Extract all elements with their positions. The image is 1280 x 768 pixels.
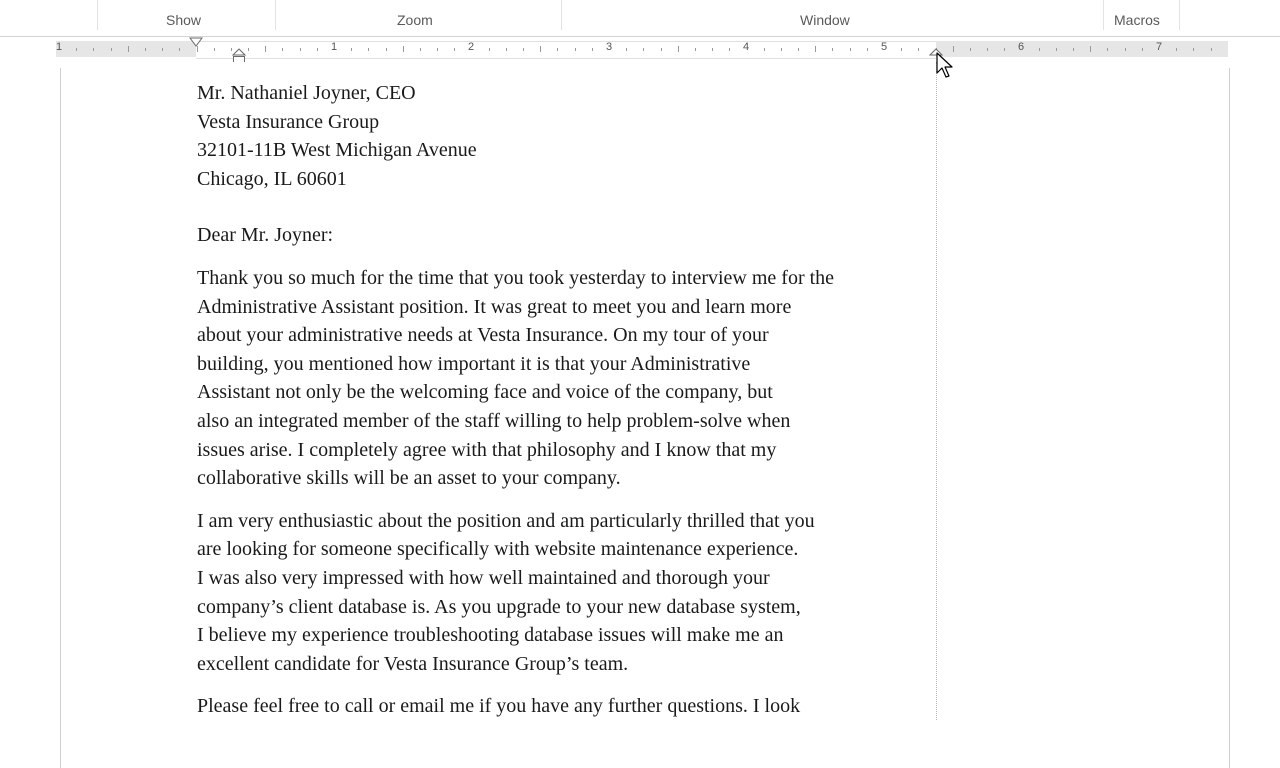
ruler-tick <box>764 48 765 51</box>
ruler-tick <box>815 46 816 52</box>
recipient-street: 32101-11B West Michigan Avenue <box>197 139 477 162</box>
ruler-number: 5 <box>880 41 888 53</box>
ribbon-group-show[interactable]: Show <box>166 12 202 28</box>
paragraph-line: collaborative skills will be an asset to your company. <box>197 467 621 490</box>
ruler-tick <box>1039 48 1040 51</box>
ruler-tick <box>93 48 94 51</box>
ruler-tick <box>1090 46 1091 52</box>
ruler-tick <box>1056 48 1057 51</box>
first-line-indent-marker-icon[interactable] <box>189 37 203 48</box>
ruler-tick <box>540 46 541 52</box>
ruler-tick <box>437 48 438 51</box>
ruler-tick <box>179 48 180 51</box>
ruler-right-margin <box>936 41 1228 57</box>
ribbon-separator <box>1103 0 1104 30</box>
ruler-tick <box>1073 48 1074 51</box>
ruler-tick <box>1211 48 1212 51</box>
ruler-tick <box>678 46 679 52</box>
paragraph-line: I am very enthusiastic about the position and am particularly thrilled that you <box>197 509 815 532</box>
ruler-number: 4 <box>742 41 750 53</box>
ruler-tick <box>867 48 868 51</box>
ruler-tick <box>317 48 318 51</box>
ruler-tick <box>1193 48 1194 51</box>
ruler-tick <box>557 48 558 51</box>
mouse-pointer-icon <box>936 52 956 80</box>
paragraph <box>197 692 940 721</box>
ruler-tick <box>76 48 77 51</box>
recipient-company: Vesta Insurance Group <box>197 110 380 133</box>
salutation: Dear Mr. Joyner: <box>197 224 334 247</box>
ruler-number: 3 <box>605 41 613 53</box>
ribbon-separator <box>1179 0 1180 30</box>
paragraph-line: issues arise. I completely agree with that philosophy and I know that my <box>197 438 777 461</box>
paragraph-line: company’s client database is. As you upgrade to your new database system, <box>197 595 801 618</box>
ruler-tick <box>970 48 971 51</box>
ruler-tick <box>626 48 627 51</box>
ruler-tick <box>798 48 799 51</box>
ruler-tick <box>128 46 129 52</box>
ruler-tick <box>248 48 249 51</box>
paragraph-line: building, you mentioned how important it is that your Administrative <box>197 352 751 375</box>
paragraph-line: I believe my experience troubleshooting database issues will make me an <box>197 624 784 647</box>
ruler-tick <box>1107 48 1108 51</box>
ribbon-separator <box>97 0 98 30</box>
ribbon-group-zoom[interactable]: Zoom <box>397 12 433 28</box>
ruler-text-area <box>196 41 936 59</box>
ruler-number: 1 <box>55 41 63 53</box>
paragraph <box>197 264 940 493</box>
ruler-tick <box>162 48 163 51</box>
ribbon-separator <box>275 0 276 30</box>
ruler-tick <box>214 48 215 51</box>
ruler-tick <box>454 48 455 51</box>
ruler-tick <box>850 48 851 51</box>
ruler-tick <box>111 48 112 51</box>
ruler-tick <box>1004 48 1005 51</box>
paragraph-line: Thank you so much for the time that you took yesterday to interview me for the <box>197 266 835 289</box>
paragraph-line: Assistant not only be the welcoming face and voice of the company, but <box>197 381 773 404</box>
ruler-tick <box>832 48 833 51</box>
ruler-tick <box>1125 48 1126 51</box>
ruler-tick <box>489 48 490 51</box>
recipient-name: Mr. Nathaniel Joyner, CEO <box>197 82 416 104</box>
ruler-tick <box>643 48 644 51</box>
ruler-tick <box>712 48 713 51</box>
ruler-tick <box>695 48 696 51</box>
ruler-tick <box>575 48 576 51</box>
ruler-tick <box>265 46 266 52</box>
ruler-tick <box>403 46 404 52</box>
ruler-tick <box>918 48 919 51</box>
paragraph-line: also an integrated member of the staff willing to help problem-solve when <box>197 409 791 432</box>
horizontal-ruler[interactable] <box>0 37 1280 62</box>
ruler-tick <box>300 48 301 51</box>
ruler-tick <box>282 48 283 51</box>
ruler-tick <box>1142 48 1143 51</box>
paragraph-line: I was also very impressed with how well maintained and thorough your <box>197 566 770 589</box>
ruler-tick <box>661 48 662 51</box>
letter-body[interactable] <box>197 79 942 721</box>
ruler-tick <box>420 48 421 51</box>
ribbon-group-macros[interactable]: Macros <box>1114 12 1160 28</box>
paragraph <box>197 507 940 679</box>
paragraph-line: Please feel free to call or email me if you have any further questions. I look <box>197 695 801 718</box>
ribbon <box>0 0 1280 37</box>
ribbon-group-window[interactable]: Window <box>800 12 850 28</box>
ruler-number: 6 <box>1017 41 1025 53</box>
recipient-city: Chicago, IL 60601 <box>197 167 347 190</box>
paragraph-line: Administrative Assistant position. It was great to meet you and learn more <box>197 295 792 318</box>
ruler-tick <box>729 48 730 51</box>
paragraph-line: excellent candidate for Vesta Insurance Group’s team. <box>197 652 629 675</box>
ruler-tick <box>1176 48 1177 51</box>
ruler-tick <box>781 48 782 51</box>
ruler-tick <box>386 48 387 51</box>
ruler-tick <box>987 48 988 51</box>
ruler-tick <box>145 48 146 51</box>
paragraph-line: about your administrative needs at Vesta Insurance. On my tour of your <box>197 324 769 347</box>
ruler-tick <box>368 48 369 51</box>
ruler-tick <box>351 48 352 51</box>
ruler-left-margin <box>56 41 196 57</box>
ribbon-separator <box>561 0 562 30</box>
ruler-number: 7 <box>1155 41 1163 53</box>
ruler-tick <box>523 48 524 51</box>
ruler-tick <box>901 48 902 51</box>
ruler-number: 2 <box>467 41 475 53</box>
ruler-tick <box>506 48 507 51</box>
ruler-number: 1 <box>330 41 338 53</box>
paragraph-line: are looking for someone specifically with website maintenance experience. <box>197 538 799 561</box>
ruler-tick <box>592 48 593 51</box>
